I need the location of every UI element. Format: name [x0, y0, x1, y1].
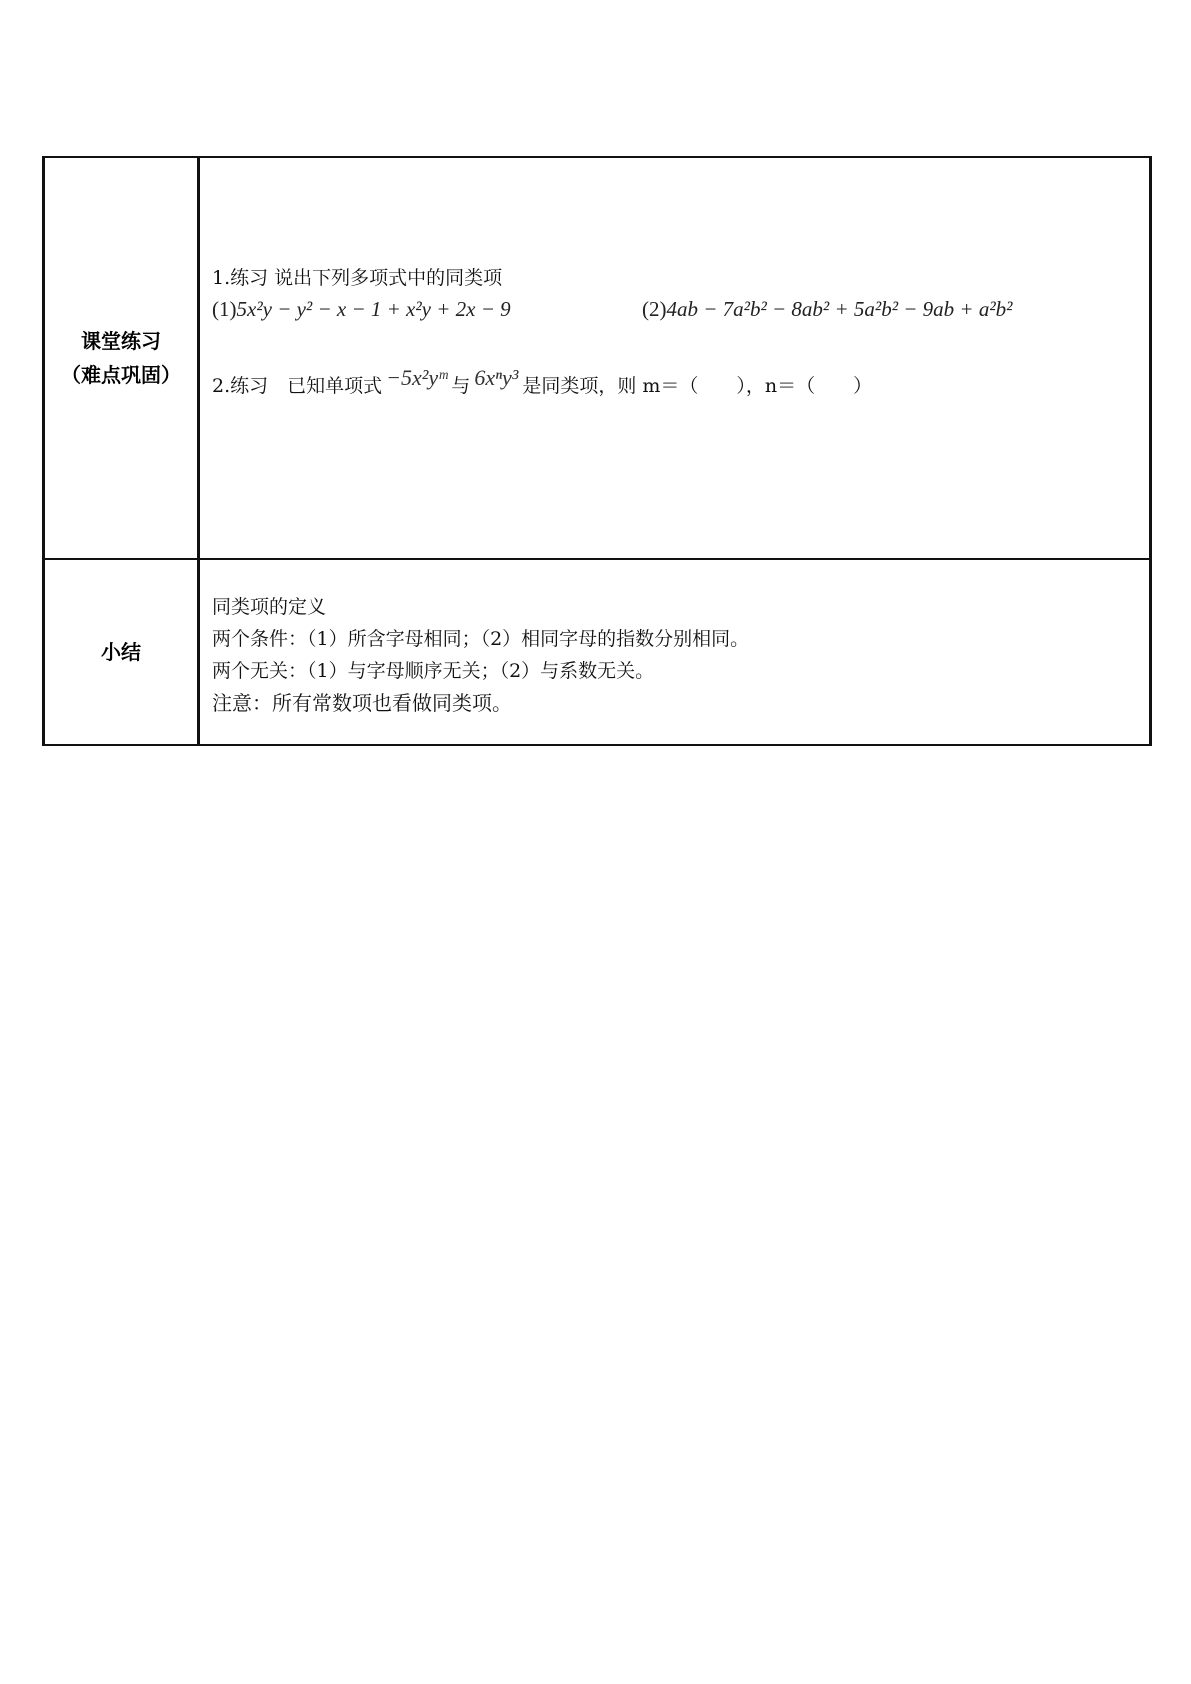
summary-label-cell: [44, 559, 199, 745]
summary-line-4: 注意：所有常数项也看做同类项。: [212, 691, 512, 715]
polynomial-2-prefix: (2): [642, 297, 667, 321]
exercise-2-prefix: 2.练习 已知单项式: [212, 375, 383, 397]
exercise-1-title: 1.练习 说出下列多项式中的同类项: [212, 267, 503, 289]
polynomial-1: [212, 294, 642, 324]
polynomial-1-prefix: (1): [212, 297, 237, 321]
monomial-1: −5x²yᵐ: [386, 365, 448, 390]
polynomial-1-expression: 5x²y − y² − x − 1 + x²y + 2x − 9: [236, 297, 511, 321]
exercise-1-polynomials: [212, 294, 1149, 324]
summary-line-2: 两个条件：（1）所含字母相同；（2）相同字母的指数分别相同。: [212, 628, 750, 650]
practice-content-cell: [199, 157, 1151, 559]
practice-label: [45, 324, 197, 392]
exercise-2: [212, 365, 1149, 402]
lesson-table: [42, 156, 1152, 746]
practice-label-line2: （难点巩固）: [61, 363, 181, 387]
summary-line-3: 两个无关：（1）与字母顺序无关；（2）与系数无关。: [212, 660, 655, 682]
practice-label-cell: [44, 157, 199, 559]
practice-label-line1: 课堂练习: [81, 329, 161, 353]
summary-line-1: 同类项的定义: [212, 596, 327, 618]
practice-row: [44, 157, 1151, 559]
summary-body: [200, 585, 1149, 719]
exercise-2-suffix: 是同类项，则 m＝（ ），n＝（ ）: [522, 375, 873, 397]
summary-row: [44, 559, 1151, 745]
summary-content-cell: [199, 559, 1151, 745]
summary-label: 小结: [101, 640, 141, 664]
exercise-2-connector: 与: [451, 375, 471, 397]
polynomial-2: [642, 294, 1012, 324]
polynomial-2-expression: 4ab − 7a²b² − 8ab² + 5a²b² − 9ab + a²b²: [666, 297, 1013, 321]
monomial-2: 6xⁿy³: [474, 365, 519, 390]
